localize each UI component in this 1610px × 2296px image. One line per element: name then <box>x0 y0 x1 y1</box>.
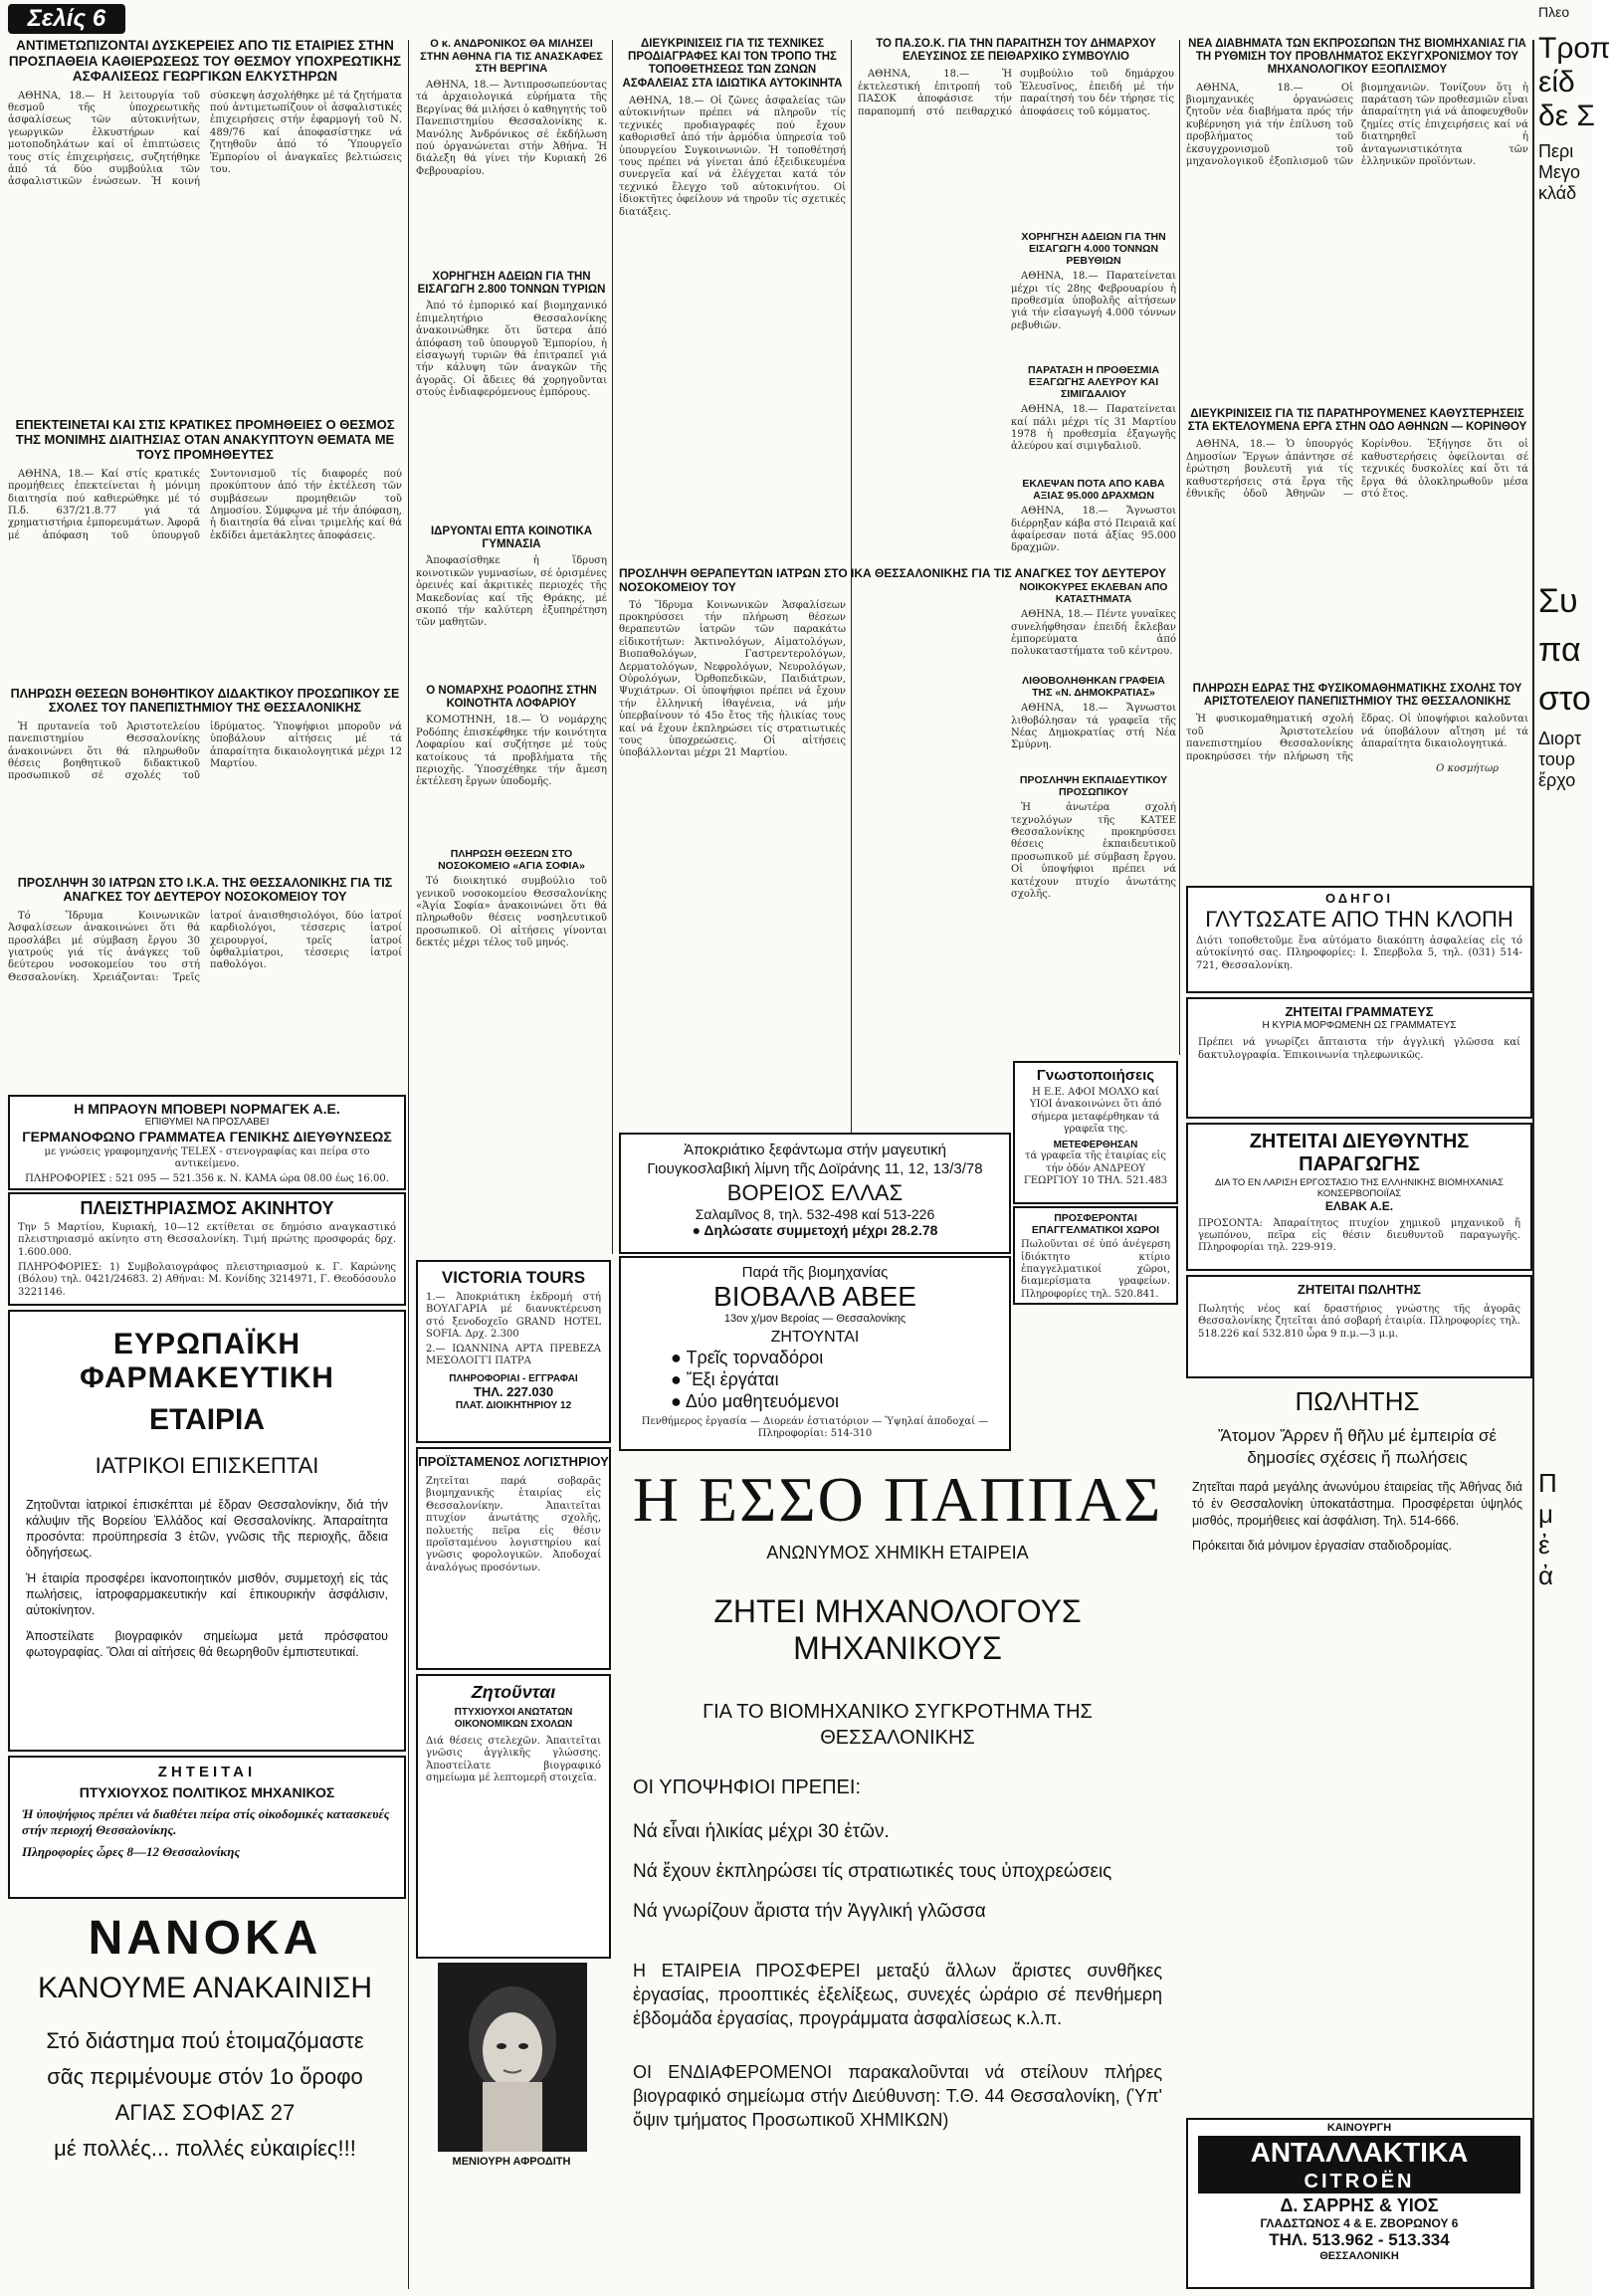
article-body <box>1186 83 1528 170</box>
article-housewives <box>1011 581 1176 671</box>
article-headline: ΧΟΡΗΓΗΣΗ ΑΔΕΙΩΝ ΓΙΑ ΤΗΝ ΕΙΣΑΓΩΓΗ 4.000 ΤΟΝΝΩΝ ΡΕΒΥΘΙΩΝ <box>1021 231 1166 268</box>
article-paragraph: ΑΘΗΝΑ, 18.— Η λειτουργία τοῦ θεσμοῦ τῆς ὑποχρεωτικῆς ἀσφαλίσεως τῶν αὐτοκινήτων, γεωργικῶν ἐλκυστήρων καί μοτοποδηλάτων καί οἱ ἐπιπτώσεις τους στίς ἐπιχειρήσεις, συζητήθηκε ἀπό τά δύο συμβούλια τῶν ἀσφαλιστικῶν ἑνώσεων. Ἡ κοινή σύσκεψη ἀσχολήθηκε μέ τά ζητήματα πού ἀντιμετωπίζουν οἱ ἀσφαλιστικές ἐπιχειρήσεις στήν ἐφαρμογή τοῦ Ν. 489/76 καί ἀποφασίστηκε νά ζητηθοῦν ἀπό τό Ὑπουργεῖο Ἐμπορίου οἱ ἀναγκαῖες βελτιώσεις του. <box>8 90 402 188</box>
cropped-text: δε Σ <box>1538 100 1595 132</box>
article-body <box>858 69 1174 119</box>
article-headline: ΔΙΕΥΚΡΙΝΙΣΕΙΣ ΓΙΑ ΤΙΣ ΠΑΡΑΤΗΡΟΥΜΕΝΕΣ ΚΑΘΥΣΤΕΡΗΣΕΙΣ ΣΤΑ ΕΚΤΕΛΟΥΜΕΝΑ ΕΡΓΑ ΣΤΗΝ ΟΔΟ ΑΘΗΝΩΝ — ΚΟΡΙΝΘΟΥ <box>1187 408 1527 434</box>
ad-line: 2.— ΙΩΑΝΝΙΝΑ ΑΡΤΑ ΠΡΕΒΕΖΑ ΜΕΣΟΛΟΓΓΙ ΠΑΤΡΑ <box>426 1343 601 1367</box>
ad-title: Γνωστοποιήσεις <box>1036 1067 1155 1084</box>
article-body <box>416 876 607 949</box>
ad-line: Στό διάστημα πού ἑτοιμαζόμαστε <box>46 2028 364 2053</box>
cropped-text: Περι <box>1538 141 1574 161</box>
article-headline: ΑΝΤΙΜΕΤΩΠΙΖΟΝΤΑΙ ΔΥΣΚΕΡΕΙΕΣ ΑΠΟ ΤΙΣ ΕΤΑΙΡΙΕΣ ΣΤΗΝ ΠΡΟΣΠΑΘΕΙΑ ΚΑΘΙΕΡΩΣΕΩΣ ΤΟΥ ΘΕΣΜΟΥ ΥΠΟΧΡΕΩΤΙΚΗΣ ΑΣΦΑΛΙΣΕΩΣ ΓΕΩΡΓΙΚΩΝ ΕΛΚΥΣΤΗΡΩΝ <box>8 38 402 85</box>
article-flour <box>1011 364 1176 474</box>
ad-cta: ● Δηλώσατε συμμετοχή μέχρι 28.2.78 <box>692 1222 938 1238</box>
ad-phone: ΤΗΛ. 227.030 <box>473 1383 554 1399</box>
ad-req-title: ΟΙ ΥΠΟΨΗΦΙΟΙ ΠΡΕΠΕΙ: <box>633 1776 862 1798</box>
ad-line: μέ πολλές... πολλές εὐκαιρίες!!! <box>54 2136 356 2161</box>
article-paragraph: ΑΘΗΝΑ, 18.— Οἱ βιομηχανικές ὀργανώσεις ζητοῦν νέα διαβήματα πρός τήν κυβέρνηση γιά τήν ἐπίλυση τοῦ προβλήματος τοῦ ἐκσυγχρονισμοῦ τοῦ μηχανολογικοῦ ἐξοπλισμοῦ τῶν βιομηχανιῶν. Τονίζουν ὅτι ἡ παράταση τῶν προθεσμιῶν εἶναι ἀπαραίτητη γιά νά ἀποφευχθοῦν ζημίες στίς ἐπιχειρήσεις καί νά διατηρηθεῖ ἡ ἀνταγωνιστικότητα τῶν ἑλληνικῶν προϊόντων. <box>1186 82 1528 168</box>
ad-secretary <box>1186 997 1532 1119</box>
cropped-text: είδ <box>1538 66 1575 99</box>
ad-body: Διά θέσεις στελεχῶν. Ἀπαιτεῖται γνῶσις ἀγγλικῆς γλώσσης. Ἀποστείλατε βιογραφικό σημείωμα μέ λεπτομερῆ στοιχεῖα. <box>426 1736 601 1784</box>
ad-line: σᾶς περιμένουμε στόν 1ο ὄροφο <box>47 2064 363 2089</box>
ad-body: Την 5 Μαρτίου, Κυριακή, 10—12 εκτίθεται σε δημόσιο αναγκαστικό πλειστηριασμό ακίνητο στη Θεσσαλονίκη. Τιμή πρώτης προσφοράς δρχ. 1.600.000. <box>18 1221 396 1258</box>
article-headline: ΠΛΗΡΩΣΗ ΘΕΣΕΩΝ ΒΟΗΘΗΤΙΚΟΥ ΔΙΔΑΚΤΙΚΟΥ ΠΡΟΣΩΠΙΚΟΥ ΣΕ ΣΧΟΛΕΣ ΤΟΥ ΠΑΝΕΠΙΣΤΗΜΙΟΥ ΤΗΣ ΘΕΣΣΑΛΟΝΙΚΗΣ <box>10 687 400 716</box>
ad-notice-title: ΜΕΤΕΦΕΡΘΗΣΑΝ <box>1053 1139 1138 1150</box>
ad-paragraph: Ἡ ἑταιρία προσφέρει ἱκανοποιητικόν μισθόν, συμμετοχή εἰς τάς πωλήσεις, ἰατροφαρμακευτικήν καί ἐπικουρικήν ἀσφάλισιν, αὐτοκίνητον. <box>26 1571 388 1617</box>
ad-title: VICTORIA TOURS <box>441 1268 586 1287</box>
ad-body: με γνώσεις γραφομηχανής TELEX - στενογραφίας και πείρα στο αντικείμενο. <box>44 1146 370 1170</box>
ad-drivers <box>1186 886 1532 993</box>
ad-body: Διότι τοποθετοῦμε ἕνα αὐτόματο διακόπτη ἀσφαλείας εἰς τό αὐτοκίνητό σας. Πληροφορίες: Ι. Σπερβολα 5, τηλ. (031) 514-721, Θεσσαλονίκη. <box>1196 935 1522 971</box>
cropped-text: κλάδ <box>1538 183 1577 203</box>
ad-paragraph: Ζητοῦνται ἰατρικοί ἐπισκέπται μέ ἕδραν Θεσσαλονίκην, διά τήν κάλυψιν τῆς Βορείου Ἑλλάδος καί Θεσσαλονίκης. Ἀπαραίτητα προσόντα: προϋπηρεσία 3 ἐτῶν, γνῶσις τῆς περιοχῆς, ἄδεια ὁδηγήσεως. <box>26 1498 388 1560</box>
ad-subtitle: ΙΑΤΡΙΚΟΙ ΕΠΙΣΚΕΠΤΑΙ <box>95 1453 319 1478</box>
ad-title: ΝΑΝΟΚΑ <box>88 1912 322 1965</box>
ad-body: ΠΡΟΣΟΝΤΑ: Ἀπαραίτητος πτυχίον χημικοῦ μηχανικοῦ ἤ γεωπόνου, πεῖρα εἰς θέσιν διευθυντοῦ παραγωγῆς. Πληροφορίαι τηλ. 229-919. <box>1198 1217 1520 1254</box>
article-body <box>8 91 402 189</box>
article-paragraph: ΚΟΜΟΤΗΝΗ, 18.— Ὁ νομάρχης Ροδόπης ἐπισκέφθηκε τήν κοινότητα Λοφαρίου καί συζήτησε μέ τούς κατοίκους τά προβλήματα τῆς περιοχῆς. Ὑποσχέθηκε τήν ἄμεση ἐκτέλεση ἔργων ὑποδομῆς. <box>416 715 607 788</box>
ad-info-label: ΠΛΗΡΟΦΟΡΙΑΙ - ΕΓΓΡΑΦΑΙ <box>449 1373 578 1385</box>
ad-auction <box>8 1192 406 1306</box>
article-cava <box>1011 478 1176 577</box>
ad-body: Ἡ ὑποψήφιος πρέπει νά διαθέτει πείρα στίς οἰκοδομικές κατασκευές στήν περιοχή Θεσσαλονίκης. <box>22 1806 390 1838</box>
article-cheese-import <box>416 271 607 520</box>
article-insurance <box>8 38 402 416</box>
article-body <box>1186 714 1528 763</box>
ad-title: ΒΙΟΒΑΛΒ ΑΒΕΕ <box>713 1281 916 1312</box>
ad-item: ● Δύο μαθητευόμενοι <box>671 1391 839 1411</box>
article-headline: ΕΚΛΕΨΑΝ ΠΟΤΑ ΑΠΟ ΚΑΒΑ ΑΞΙΑΣ 95.000 ΔΡΑΧΜΩΝ <box>1022 478 1165 503</box>
article-paragraph: Ἡ πρυτανεία τοῦ Ἀριστοτελείου πανεπιστημίου Θεσσαλονίκης ἀνακοινώνει ὅτι θά πληρωθοῦν θέσεις βοηθητικοῦ διδακτικοῦ προσωπικοῦ σέ σχολές τοῦ ἱδρύματος. Ὑποψήφιοι μποροῦν νά ὑποβάλουν αἰτήσεις μέ τά ἀπαραίτητα δικαιολογητικά μέχρι 12 Μαρτίου. <box>8 721 402 782</box>
cropped-text: ἐ <box>1538 1530 1550 1560</box>
ad-elvak <box>1186 1123 1532 1271</box>
article-body <box>8 911 402 984</box>
ad-title: ΠΡΟΪΣΤΑΜΕΝΟΣ ΛΟΓΙΣΤΗΡΙΟΥ <box>418 1454 609 1469</box>
ad-item: ● Τρεῖς τορναδόροι <box>671 1348 824 1367</box>
ad-for: ΓΙΑ ΤΟ ΒΙΟΜΗΧΑΝΙΚΟ ΣΥΓΚΡΟΤΗΜΑ ΤΗΣ ΘΕΣΣΑΛΟΝΙΚΗΣ <box>703 1701 1093 1749</box>
article-headline: ΕΠΕΚΤΕΙΝΕΤΑΙ ΚΑΙ ΣΤΙΣ ΚΡΑΤΙΚΕΣ ΠΡΟΜΗΘΕΙΕΣ Ο ΘΕΣΜΟΣ ΤΗΣ ΜΟΝΙΜΗΣ ΔΙΑΙΤΗΣΙΑΣ ΟΤΑΝ ΑΝΑΚΥΠΤΟΥΝ ΘΕΜΑΤΑ ΜΕ ΤΟΥΣ ΠΡΟΜΗΘΕΥΤΕΣ <box>15 417 395 462</box>
portrait-photo <box>438 1963 587 2152</box>
article-headline: ΔΙΕΥΚΡΙΝΙΣΕΙΣ ΓΙΑ ΤΙΣ ΤΕΧΝΙΚΕΣ ΠΡΟΔΙΑΓΡΑΦΕΣ ΚΑΙ ΤΟΝ ΤΡΟΠΟ ΤΗΣ ΤΟΠΟΘΕΤΗΣΕΩΣ ΤΩΝ ΖΩΝΩΝ ΑΣΦΑΛΕΙΑΣ ΣΤΑ ΙΔΙΩΤΙΚΑ ΑΥΤΟΚΙΝΗΤΑ <box>622 38 843 90</box>
ad-contact: ΠΛΗΡΟΦΟΡΙΕΣ : 521 095 — 521.356 κ. Ν. ΚΑΜΑ ώρα 08.00 έως 16.00. <box>25 1172 389 1184</box>
ad-title-2: ΕΤΑΙΡΙΑ <box>148 1403 266 1436</box>
article-body <box>1011 609 1176 659</box>
ad-brand: CITROËN <box>1304 2171 1415 2192</box>
article-paragraph: Τό Ἵδρυμα Κοινωνικῶν Ἀσφαλίσεων ἀνακοινώνει ὅτι θά προσλάβει μέ σύμβαση ἔργου 30 γιατρούς γιά τίς ἀνάγκες τοῦ δεύτερου νοσοκομείου του στή Θεσσαλονίκη. Χρειάζονται: Τρεῖς ἰατροί ἀναισθησιολόγοι, δύο ἰατροί καρδιολόγοι, τέσσερις ἰατροί χειρουργοί, τρεῖς ἰατροί ὀφθαλμίατροι, τέσσερις ἰατροί παθολόγοι. <box>8 910 402 983</box>
article-headline: Ο κ. ΑΝΔΡΟΝΙΚΟΣ ΘΑ ΜΙΛΗΣΕΙ ΣΤΗΝ ΑΘΗΝΑ ΓΙΑ ΤΙΣ ΑΝΑΣΚΑΦΕΣ ΣΤΗ ΒΕΡΓΙΝΑ <box>420 38 603 76</box>
article-university-staff <box>8 687 402 871</box>
cropped-text: ἀ <box>1538 1561 1554 1590</box>
ad-premises <box>1013 1206 1178 1305</box>
article-headline: ΝΕΑ ΔΙΑΒΗΜΑΤΑ ΤΩΝ ΕΚΠΡΟΣΩΠΩΝ ΤΗΣ ΒΙΟΜΗΧΑΝΙΑΣ ΓΙΑ ΤΗ ΡΥΘΜΙΣΗ ΤΟΥ ΠΡΟΒΛΗΜΑΤΟΣ ΕΚΣΥΓΧΡΟΝΙΣΜΟΥ ΤΟΥ ΜΗΧΑΝΟΛΟΓΙΚΟΥ ΕΞΟΠΛΙΣΜΟΥ <box>1188 38 1526 77</box>
article-headline: ΧΟΡΗΓΗΣΗ ΑΔΕΙΩΝ ΓΙΑ ΤΗΝ ΕΙΣΑΓΩΓΗ 2.800 ΤΟΝΝΩΝ ΤΥΡΙΩΝ <box>417 271 606 297</box>
ad-subtitle: ΔΙΑ ΤΟ ΕΝ ΛΑΡΙΣΗ ΕΡΓΟΣΤΑΣΙΟ ΤΗΣ ΕΛΛΗΝΙΚΗΣ ΒΙΟΜΗΧΑΝΙΑΣ ΚΟΝΣΕΡΒΟΠΟΙΪΑΣ <box>1214 1177 1505 1199</box>
article-industry <box>1186 38 1528 404</box>
article-pasok <box>858 38 1174 227</box>
ad-title: Ζητοῦνται <box>471 1682 556 1702</box>
article-ika-doctors <box>8 876 402 1085</box>
ad-requirement: Νά ἔχουν ἐκπληρώσει τίς στρατιωτικές τους ὑποχρεώσεις <box>633 1861 1112 1882</box>
article-body <box>1011 802 1176 901</box>
article-nomarch <box>416 685 607 844</box>
portrait-caption-box <box>416 2156 607 2178</box>
article-headline: ΝΟΙΚΟΚΥΡΕΣ ΕΚΛΕΒΑΝ ΑΠΟ ΚΑΤΑΣΤΗΜΑΤΑ <box>1019 581 1168 606</box>
article-headline: ΠΡΟΣΛΗΨΗ 30 ΙΑΤΡΩΝ ΣΤΟ Ι.Κ.Α. ΤΗΣ ΘΕΣΣΑΛΟΝΙΚΗΣ ΓΙΑ ΤΙΣ ΑΝΑΓΚΕΣ ΤΟΥ ΔΕΥΤΕΡΟΥ ΝΟΣΟΚΟΜΕΙΟΥ ΤΟΥ <box>17 876 393 905</box>
ad-firm: Δ. ΣΑΡΡΗΣ & ΥΙΟΣ <box>1280 2195 1439 2215</box>
ad-doirani-trip <box>619 1133 1011 1254</box>
article-paragraph: ΑΘΗΝΑ, 18.— Πέντε γυναῖκες συνελήφθησαν ἐπειδή ἔκλεβαν ἐμπορεύματα ἀπό πολυκαταστήματα τοῦ κέντρου. <box>1011 609 1176 658</box>
cropped-text: Μεγο <box>1538 162 1581 182</box>
column-rule <box>1179 40 1180 1055</box>
ad-title: ΠΛΕΙΣΤΗΡΙΑΣΜΟΣ ΑΚΙΝΗΤΟΥ <box>80 1198 334 1218</box>
article-paragraph: ΑΘΗΝΑ, 18.— Παρατείνεται καί πάλι μέχρι τίς 31 Μαρτίου 1978 ἡ προθεσμία ἐξαγωγῆς ἀλεύρου καί σιμιγδαλιοῦ. <box>1011 404 1176 453</box>
column-rule <box>1532 40 1534 2289</box>
article-body <box>1011 404 1176 454</box>
ad-subtitle: ΕΠΙΘΥΜΕΙ ΝΑ ΠΡΟΣΛΑΒΕΙ <box>144 1117 270 1129</box>
ad-subtitle: ΚΑΝΟΥΜΕ ΑΝΑΚΑΙΝΙΣΗ <box>38 1972 372 2004</box>
ad-role: ΓΕΡΜΑΝΟΦΩΝΟ ΓΡΑΜΜΑΤΕΑ ΓΕΝΙΚΗΣ ΔΙΕΥΘΥΝΣΕΩΣ <box>22 1128 392 1145</box>
ad-subtitle: ΑΝΩΝΥΜΟΣ ΧΗΜΙΚΗ ΕΤΑΙΡΕΙΑ <box>766 1543 1029 1563</box>
ad-company: ΕΛΒΑΚ Α.Ε. <box>1324 1198 1394 1213</box>
ad-headline: ΖΗΤΕΙ ΜΗΧΑΝΟΛΟΓΟΥΣ ΜΗΧΑΝΙΚΟΥΣ <box>713 1593 1082 1666</box>
ad-braun <box>8 1095 406 1190</box>
article-body <box>8 469 402 544</box>
ad-title: ΕΥΡΩΠΑΪΚΗ ΦΑΡΜΑΚΕΥΤΙΚΗ <box>80 1328 334 1394</box>
article-physics-chair <box>1186 683 1528 878</box>
article-body <box>1011 703 1176 752</box>
ad-line: 1.— Ἀποκριάτικη ἐκδρομή στή ΒΟΥΛΓΑΡΙΑ μέ διανυκτέρευση στό ξενοδοχεῖο GRAND HOTEL SOFIA. Δρχ. 2.300 <box>426 1292 601 1341</box>
cropped-text: τουρ <box>1538 749 1575 769</box>
ad-contact: Πληροφορίες ὧρες 8—12 Θεσσαλονίκης <box>22 1844 241 1860</box>
article-paragraph: Τό διοικητικό συμβούλιο τοῦ γενικοῦ νοσοκομείου Θεσσαλονίκης «Ἁγία Σοφία» ἀνακοινώνει ὅτι θά πληρωθοῦν θέσεις νοσηλευτικοῦ προσωπικοῦ. Οἱ αἰτήσεις γίνονται δεκτές μέχρι τέλος τοῦ μηνός. <box>416 876 607 949</box>
article-paragraph: Τό Ἵδρυμα Κοινωνικῶν Ἀσφαλίσεων προκηρύσσει τήν πλήρωση θέσεων θεραπευτῶν ἰατρῶν τῶν παρακάτω εἰδικοτήτων: Ἀκτινολόγων, Αἰματολόγων, Βιοπαθολόγων, Γαστρεντερολόγων, Δερματολόγων, Νεφρολόγων, Νευρολόγων, Οὐρολόγων, Ὀρθοπεδικῶν, Παιδιάτρων, Ψυχιάτρων. Οἱ ὑποψήφιοι πρέπει νά ἔχουν τήν ἑλληνική ἰθαγένεια, νά μήν ὑπερβαίνουν τό 45ο ἔτος τῆς ἡλικίας τους καί νά ἔχουν ἐκπληρώσει τίς στρατιωτικές τους ὑποχρεώσεις. Οἱ αἰτήσεις ὑποβάλλονται μέχρι 21 Μαρτίου. <box>619 599 846 759</box>
ad-pharma <box>8 1310 406 1752</box>
ad-title: Η ΕΣΣΟ ΠΑΠΠΑΣ <box>632 1464 1163 1535</box>
ad-subtitle: Η ΚΥΡΙΑ ΜΟΡΦΩΜΕΝΗ ΩΣ ΓΡΑΜΜΑΤΕΥΣ <box>1262 1019 1457 1031</box>
cropped-text: Συ <box>1538 582 1578 620</box>
ad-esso-pappas <box>619 1459 1176 2287</box>
article-headline: Ο ΝΟΜΑΡΧΗΣ ΡΟΔΟΠΗΣ ΣΤΗΝ ΚΟΙΝΟΤΗΤΑ ΛΟΦΑΡΙΟΥ <box>426 685 597 711</box>
column-rule <box>408 40 409 2289</box>
article-seatbelts <box>619 38 846 563</box>
ad-body <box>10 1497 404 1660</box>
ad-subtitle: ΠΤΥΧΙΟΥΧΟΣ ΠΟΛΙΤΙΚΟΣ ΜΗΧΑΝΙΚΟΣ <box>79 1784 335 1801</box>
article-headline: ΠΡΟΣΛΗΨΗ ΘΕΡΑΠΕΥΤΩΝ ΙΑΤΡΩΝ ΣΤΟ ΙΚΑ ΘΕΣΣΑΛΟΝΙΚΗΣ ΓΙΑ ΤΙΣ ΑΝΑΓΚΕΣ ΤΟΥ ΔΕΥΤΕΡΟΥ ΝΟΣΟΚΟΜΕΙΟΥ ΤΟΥ <box>619 566 1167 594</box>
ad-address: Σαλαμῖνος 8, τηλ. 532-498 καί 513-226 <box>695 1206 935 1222</box>
ad-body: Πωλητής νέος καί δραστήριος γνώστης τῆς ἀγορᾶς Θεσσαλονίκης ζητεῖται ἀπό σοβαρή ἑταιρία. Πληροφορίες τηλ. 518.226 καί 532.810 ὧρα 9 π.μ.—3 μ.μ. <box>1198 1303 1520 1340</box>
article-paragraph: ΑΘΗΝΑ, 18.— Οἱ ζῶνες ἀσφαλείας τῶν αὐτοκινήτων πρέπει νά πληροῦν τίς τεχνικές προδιαγραφές πού ἔχουν καθορισθεῖ ἀπό τήν ἁρμόδια ὑπηρεσία τοῦ ὑπουργείου Συγκοινωνιῶν. Ἡ τοποθέτησή τους πρέπει νά γίνεται ἀπό ἐξειδικευμένα συνεργεῖα καί νά ἐλέγχεται κατά τόν τεχνικό ἔλεγχο τοῦ αὐτοκινήτου. Οἱ ἰδιοκτῆτες ὀφείλουν νά τηροῦν τίς σχετικές διατάξεις. <box>619 95 846 218</box>
article-headline: ΠΛΗΡΩΣΗ ΕΔΡΑΣ ΤΗΣ ΦΥΣΙΚΟΜΑΘΗΜΑΤΙΚΗΣ ΣΧΟΛΗΣ ΤΟΥ ΑΡΙΣΤΟΤΕΛΕΙΟΥ ΠΑΝΕΠΙΣΤΗΜΙΟΥ ΤΗΣ ΘΕΣΣΑΛΟΝΙΚΗΣ <box>1192 683 1522 709</box>
ad-ask: ΖΗΤΟΥΝΤΑΙ <box>770 1329 860 1346</box>
ad-body: Πρέπει νά γνωρίζει ἄπταιστα τήν ἀγγλική γλῶσσα καί δακτυλογραφία. Ἐπικοινωνία τηλεφωνικῶς. <box>1198 1037 1520 1061</box>
ad-title: ΖΗΤΕΙΤΑΙ ΔΙΕΥΘΥΝΤΗΣ ΠΑΡΑΓΩΓΗΣ <box>1249 1131 1470 1175</box>
ad-title: ΟΔΗΓΟΙ <box>1324 891 1394 906</box>
ad-info: ΠΛΗΡΟΦΟΡΙΕΣ: 1) Συμβολαιογράφος πλειστηριασμού κ. Γ. Καρώνης (Βόλου) τηλ. 0421/24683. 2) Αθήναι: Μ. Κονίδης 3214971, Γ. Θεοδόσουλο 3221146. <box>18 1261 396 1298</box>
article-paragraph: Ἀποφασίσθηκε ἡ ἵδρυση κοινοτικῶν γυμνασίων, σέ ὁρισμένες ὀρεινές καί ἀκριτικές περιοχές τῆς Μακεδονίας καί τῆς Θράκης, μέ σκοπό τήν καλύτερη ἐξυπηρέτηση τῶν μαθητῶν. <box>416 555 607 629</box>
article-paragraph: ΑΘΗΝΑ, 18.— Ὁ ὑπουργός Δημοσίων Ἔργων ἀπάντησε σέ ἐρώτηση βουλευτῆ γιά τίς καθυστερήσεις στά ἔργα τῆς ἐθνικῆς ὁδοῦ Ἀθηνῶν — Κορίνθου. Ἐξήγησε ὅτι οἱ καθυστερήσεις ὀφείλονται σέ τεχνικές δυσκολίες καί ὅτι τά ἔργα θά ὁλοκληρωθοῦν μέσα στό ἔτος. <box>1186 439 1528 501</box>
ad-headline: ΓΛΥΤΩΣΑΤΕ ΑΠΟ ΤΗΝ ΚΛΟΠΗ <box>1205 906 1513 932</box>
ad-apply: ΟΙ ΕΝΔΙΑΦΕΡΟΜΕΝΟΙ παρακαλοῦνται νά στείλουν πλήρες βιογραφικό σημείωμα στήν Διεύθυνση: Τ.Θ. 44 Θεσσαλονίκη, (Ὑπ' ὄψιν τμήματος Προσωπικοῦ ΧΗΜΙΚΩΝ) <box>633 2062 1162 2130</box>
ad-notices <box>1013 1061 1178 1204</box>
ad-body <box>8 2023 402 2167</box>
portrait-caption: ΜΕΝΙΟΥΡΗ ΑΦΡΟΔΙΤΗ <box>452 2156 571 2168</box>
ad-paragraph: Ἀποστείλατε βιογραφικόν σημείωμα μετά πρόσφατου φωτογραφίας. Ὅλαι αἱ αἰτήσεις θά θεωρηθοῦν ἐμπιστευτικαί. <box>26 1629 388 1659</box>
ad-body: Πωλοῦνται σέ ὑπό ἀνέγερση ἰδιόκτητο κτίριο ἐπαγγελματικοί χῶροι, διαμερίσματα γραφείων. Πληροφορίες τηλ. 520.841. <box>1021 1239 1170 1300</box>
ad-pre: Παρά τῆς βιομηχανίας <box>741 1264 889 1281</box>
article-headline: ΠΑΡΑΤΑΣΗ Η ΠΡΟΘΕΣΜΙΑ ΕΞΑΓΩΓΗΣ ΑΛΕΥΡΟΥ ΚΑΙ ΣΙΜΙΓΔΑΛΙΟΥ <box>1027 364 1160 401</box>
article-headline: ΛΙΘΟΒΟΛΗΘΗΚΑΝ ΓΡΑΦΕΙΑ ΤΗΣ «Ν. ΔΗΜΟΚΡΑΤΙΑΣ» <box>1022 675 1165 700</box>
ad-salesman <box>1186 1275 1532 1378</box>
article-headline: ΙΔΡΥΟΝΤΑΙ ΕΠΤΑ ΚΟΙΝΟΤΙΚΑ ΓΥΜΝΑΣΙΑ <box>430 525 593 551</box>
ad-tail: Πρόκειται διά μόνιμον ἐργασίαν σταδιοδρομίας. <box>1192 1539 1453 1553</box>
cropped-text: μ <box>1538 1499 1553 1529</box>
ad-title: ΖΗΤΕΙΤΑΙ ΓΡΑΜΜΑΤΕΥΣ <box>1285 1004 1434 1019</box>
ad-title: ΒΟΡΕΙΟΣ ΕΛΛΑΣ <box>726 1180 904 1205</box>
article-body <box>1011 271 1176 332</box>
cropped-text: πα <box>1538 631 1581 669</box>
article-body <box>416 555 607 629</box>
article-body <box>416 301 607 399</box>
article-paragraph: Ἡ φυσικομαθηματική σχολή τοῦ Ἀριστοτελείου πανεπιστημίου Θεσσαλονίκης προκηρύσσει τήν πλήρωση τῆς ἕδρας. Οἱ ὑποψήφιοι καλοῦνται νά ὑποβάλουν αἴτηση μέ τά ἀπαραίτητα δικαιολογητικά. <box>1186 714 1528 762</box>
cropped-text: στο <box>1538 680 1591 718</box>
ad-requirement: Νά εἶναι ἡλικίας μέχρι 30 ἐτῶν. <box>633 1821 890 1842</box>
article-body <box>1186 439 1528 503</box>
cropped-neighbor-column <box>1538 0 1610 2296</box>
article-paragraph: ΑΘΗΝΑ, 18.— Καί στίς κρατικές προμήθειες ἐπεκτείνεται ἡ μόνιμη διαιτησία πού καθιερώθηκε μέ τό Π.δ. 637/21.8.77 γιά τά χρηματιστήρια ἐμπορευμάτων. Ἀφορᾶ μέ ἀπόφαση τοῦ ὑπουργοῦ Συντονισμοῦ τίς διαφορές πού προκύπτουν ἀπό τήν ἐκτέλεση τῶν συμβάσεων προμηθειῶν τοῦ Δημοσίου. Σύμφωνα μέ τήν ἀπόφαση, ἡ διαιτησία θά εἶναι τριμελής καί θά ἐκδίδει ἀμετάκλητες ἀποφάσεις. <box>8 468 402 541</box>
ad-economists <box>416 1674 611 1959</box>
portrait-image <box>438 1963 587 2152</box>
ad-title: ΠΡΟΣΦΕΡΟΝΤΑΙ ΕΠΑΓΓΕΛΜΑΤΙΚΟΙ ΧΩΡΟΙ <box>1031 1212 1160 1237</box>
ad-civil-engineer <box>8 1756 406 1899</box>
article-body <box>416 80 607 178</box>
article-headline: ΠΛΗΡΩΣΗ ΘΕΣΕΩΝ ΣΤΟ ΝΟΣΟΚΟΜΕΙΟ «ΑΓΙΑ ΣΟΦΙΑ» <box>438 848 585 873</box>
article-arbitration <box>8 418 402 677</box>
ad-title-box <box>1198 2136 1520 2193</box>
article-headline: ΠΡΟΣΛΗΨΗ ΕΚΠΑΙΔΕΥΤΙΚΟΥ ΠΡΟΣΩΠΙΚΟΥ <box>1019 774 1168 799</box>
ad-line: Ἀποκριάτικο ξεφάντωμα στήν μαγευτική Γιουγκοσλαβική λίμνη τῆς Δοϊράνης 11, 12, 13/3/78 <box>647 1142 983 1177</box>
ad-phone: ΤΗΛ. 513.962 - 513.334 <box>1269 2230 1450 2249</box>
ad-body: Ζητεῖται παρά μεγάλης ἀνωνύμου ἑταιρείας τῆς Ἀθήνας διά τό ἐν Θεσσαλονίκη ὑποκατάστημα. Προσφέρεται ὑψηλός μισθός, προμήθειες καί ἀσφάλιση. Τηλ. 514-666. <box>1192 1480 1522 1528</box>
ad-notice: Η Ε.Ε. ΑΦΟΙ ΜΟΛΧΟ καί ΥΙΟΙ ἀνακοινώνει ὅτι ἀπό σήμερα μεταφέρθηκαν τά γραφεῖα της. <box>1029 1087 1162 1136</box>
article-paragraph: ΑΘΗΝΑ, 18.— Ἀντιπροσωπεύοντας τά ἀρχαιολογικά εὑρήματα τῆς Βεργίνας θά μιλήσει ὁ καθηγητής τοῦ Πανεπιστημίου Θεσσαλονίκης κ. Μανόλης Ἀνδρόνικος σέ ἐκδήλωση πού ὀργανώνεται στήν Ἀθήνα. Ἡ διάλεξη θά γίνει τήν Κυριακή 26 Φεβρουαρίου. <box>416 79 607 177</box>
ad-title: Η ΜΠΡΑΟΥΝ ΜΠΟΒΕΡΙ ΝΟΡΜΑΓΕΚ Α.Ε. <box>74 1101 340 1117</box>
ad-title: ΖΗΤΕΙΤΑΙ <box>157 1764 257 1780</box>
ad-city: ΘΕΣΣΑΛΟΝΙΚΗ <box>1319 2250 1399 2262</box>
ad-notice: τά γραφεῖα τῆς ἑταιρίας εἰς τήν ὁδόν ΑΝΔΡΕΟΥ ΓΕΩΡΓΙΟΥ 10 ΤΗΛ. 521.483 <box>1023 1150 1168 1186</box>
cropped-text: ἔρχο <box>1538 770 1576 790</box>
ad-line: Ἄτομον Ἄρρεν ἤ θῆλυ μέ ἐμπειρία σέ δημοσίες σχέσεις ἤ πωλήσεις <box>1217 1426 1498 1467</box>
ad-salesperson <box>1186 1382 1528 1703</box>
article-chickpeas <box>1011 231 1176 360</box>
ad-address: ΑΓΙΑΣ ΣΟΦΙΑΣ 27 <box>114 2100 296 2125</box>
page-label <box>8 4 125 34</box>
article-nd-offices <box>1011 675 1176 770</box>
ad-nanoka <box>8 1903 402 2286</box>
article-body <box>8 722 402 783</box>
article-athens-corinth <box>1186 408 1528 679</box>
article-andronikos <box>416 38 607 267</box>
cropped-text: Πλεο <box>1538 4 1570 20</box>
cropped-text: Π <box>1538 1468 1557 1498</box>
ad-citroen <box>1186 2118 1532 2289</box>
ad-requirements <box>633 1819 1162 1925</box>
ad-subtitle: 13ον χ/μον Βεροίας — Θεσσαλονίκης <box>723 1313 906 1325</box>
ad-title: ΑΝΤΑΛΛΑΚΤΙΚΑ <box>1250 2137 1469 2168</box>
article-paragraph: Ἡ ἀνωτέρα σχολή τεχνολόγων τῆς ΚΑΤΕΕ Θεσσαλονίκης προκηρύσσει θέσεις ἐκπαιδευτικοῦ προσωπικοῦ μέ σύμβαση ἔργου. Οἱ ὑποψήφιοι πρέπει νά κατέχουν πτυχίο ἀνωτάτης σχολῆς. <box>1011 802 1176 900</box>
article-paragraph: ΑΘΗΝΑ, 18.— Παρατείνεται μέχρι τίς 28ης Φεβρουαρίου ἡ προθεσμία ὑποβολῆς αἰτήσεων γιά τήν εἰσαγωγή 4.000 τόννων ρεβυθιῶν. <box>1011 271 1176 331</box>
article-paragraph: Ἀπό τό ἐμπορικό καί βιομηχανικό ἐπιμελητήριο Θεσσαλονίκης ἀνακοινώθηκε ὅτι ὕστερα ἀπό ἀπόφαση τοῦ ὑπουργοῦ Ἐμπορίου, ἡ εἰσαγωγή τυριῶν θά ἐπιτραπεῖ γιά τήν κάλυψη τῶν ἀναγκῶν τῆς ἀγορᾶς. Οἱ ἄδειες θά χορηγοῦνται στούς ἐνδιαφερόμενους ἐμπόρους. <box>416 301 607 399</box>
ad-offer: Η ΕΤΑΙΡΕΙΑ ΠΡΟΣΦΕΡΕΙ μεταξύ ἄλλων ἄριστες συνθῆκες ἐργασίας, προοπτικές ἐξελίξεως, συνεχές ὡράριο σέ πενθήμερη ἑβδομάδα ἐργασίας, προγράμματα ἀσφαλίσεως κ.λ.π. <box>633 1961 1162 2028</box>
article-paragraph: ΑΘΗΝΑ, 18.— Ἄγνωστοι διέρρηξαν κάβα στό Πειραιᾶ καί ἀφαίρεσαν ποτά ἀξίας 95.000 δραχμῶν. <box>1011 506 1176 554</box>
ad-item: ● Ἔξι ἐργάται <box>671 1369 779 1389</box>
ad-new: ΚΑΙΝΟΥΡΓΗ <box>1326 2122 1392 2134</box>
ad-victoria-tours <box>416 1260 611 1443</box>
ad-body: Ζητεῖται παρά σοβαρᾶς βιομηχανικῆς ἑταιρίας εἰς Θεσσαλονίκην. Ἀπαιτεῖται πτυχίον ἀνωτάτης σχολῆς, πολυετής πεῖρα εἰς θέσιν προϊσταμένου λογιστηρίου καί γνῶσις φορολογικῶν. Ἀποδοχαί ἀναλόγως προσόντων. <box>426 1475 601 1573</box>
ad-address: ΠΛΑΤ. ΔΙΟΙΚΗΤΗΡΙΟΥ 12 <box>455 1399 572 1411</box>
article-body <box>1011 506 1176 555</box>
article-gymnasia <box>416 525 607 680</box>
ad-items <box>621 1347 1009 1412</box>
ad-subtitle: ΠΤΥΧΙΟΥΧΟΙ ΑΝΩΤΑΤΩΝ ΟΙΚΟΝΟΜΙΚΩΝ ΣΧΟΛΩΝ <box>454 1707 573 1730</box>
article-teaching-staff <box>1011 774 1176 1055</box>
article-paragraph: ΑΘΗΝΑ, 18.— Ἄγνωστοι λιθοβόλησαν τά γραφεῖα τῆς Νέας Δημοκρατίας στή Νέα Σμύρνη. <box>1011 703 1176 751</box>
cropped-text: Διορτ <box>1538 729 1582 748</box>
article-signature: Ο κοσμήτωρ <box>1436 763 1499 775</box>
column-rule <box>612 40 613 1254</box>
article-body <box>619 600 846 760</box>
ad-note: Πενθήμερος ἐργασία — Διορεάν ἐστιατόριον — Ὑψηλαί ἀποδοχαί — Πληροφορίαι: 514-310 <box>641 1416 989 1440</box>
article-agia-sofia <box>416 848 607 1236</box>
ad-address: ΓΛΑΔΣΤΩΝΟΣ 4 & Ε. ΖΒΟΡΩΝΟΥ 6 <box>1260 2216 1459 2230</box>
ad-requirement: Νά γνωρίζουν ἄριστα τήν Ἀγγλική γλῶσσα <box>633 1901 986 1922</box>
ad-title: ΖΗΤΕΙΤΑΙ ΠΩΛΗΤΗΣ <box>1297 1282 1422 1297</box>
cropped-text: Τροπ <box>1538 32 1610 65</box>
ad-viovalv <box>619 1256 1011 1451</box>
article-body <box>619 96 846 219</box>
article-headline: ΤΟ ΠΑ.ΣΟ.Κ. ΓΙΑ ΤΗΝ ΠΑΡΑΙΤΗΣΗ ΤΟΥ ΔΗΜΑΡΧΟΥ ΕΛΕΥΣΙΝΟΣ ΣΕ ΠΕΙΘΑΡΧΙΚΟ ΣΥΜΒΟΥΛΙΟ <box>876 38 1156 64</box>
ad-accountant <box>416 1447 611 1670</box>
article-body <box>416 715 607 788</box>
article-paragraph: ΑΘΗΝΑ, 18.— Ἡ ἐκτελεστική ἐπιτροπή τοῦ ΠΑΣΟΚ ἀποφάσισε τήν παραπομπή στό πειθαρχικό συμβούλιο τοῦ δημάρχου Ἐλευσῖνος, ἐπειδή μέ τήν παραίτησή του δέν τήρησε τίς ἀποφάσεις τοῦ κόμματος. <box>858 69 1174 117</box>
ad-title: ΠΩΛΗΤΗΣ <box>1295 1386 1420 1416</box>
page-label-text: Σελίς 6 <box>27 5 106 32</box>
